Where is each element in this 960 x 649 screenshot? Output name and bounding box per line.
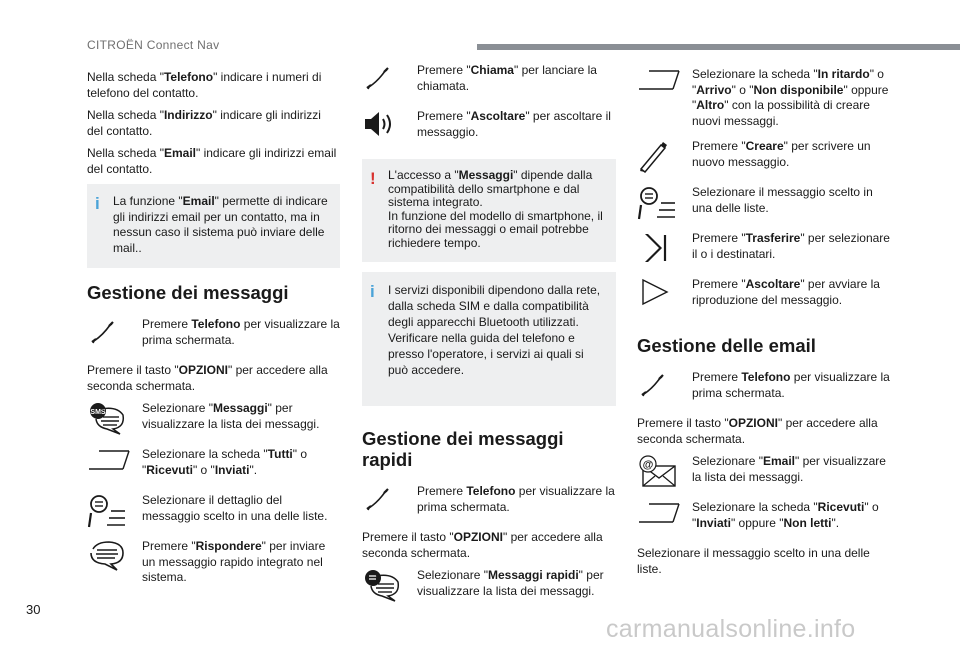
header-bar [477,44,960,50]
step-telefono: Premere Telefono per visualizzare la prima schermata. [87,317,340,353]
paragraph-seleziona-email: Selezionare il messaggio scelto in una delle liste. [637,546,870,576]
step-dettaglio: Selezionare il dettaglio del messaggio scelto in una delle liste. [87,493,340,529]
step-ascoltare: Premere "Ascoltare" per ascoltare il messaggio. [362,109,616,145]
pencil-icon [637,139,669,173]
step-schede: Selezionare la scheda "Tutti" o "Ricevuti" o "Inviati". [87,447,340,483]
paragraph-opzioni-email: Premere il tasto "OPZIONI" per accedere alla seconda schermata. [637,416,878,446]
column-3 [637,67,891,584]
info-icon: i [95,194,100,213]
step-schede-email: Selezionare la scheda "Ricevuti" o "Inviati" oppure "Non letti". [637,500,891,536]
column-2 [362,63,616,614]
column-1 [87,70,340,596]
phone-handset-icon [362,484,392,514]
header-title: CITROËN Connect Nav [87,38,220,52]
detail-list-icon [637,185,677,223]
sms-message-icon [87,401,127,435]
step-seleziona-messaggio: Selezionare il messaggio scelto in una delle liste. [637,185,891,221]
phone-handset-icon [637,370,667,400]
detail-list-icon [87,493,127,531]
forward-arrow-icon [637,231,671,265]
phone-handset-icon [362,63,392,93]
quick-message-icon [362,568,402,602]
paragraph-opzioni: Premere il tasto "OPZIONI" per accedere alla seconda schermata. [87,363,328,393]
warning-icon: ! [370,169,376,188]
step-trasferire: Premere "Trasferire" per selezionare il o i destinatari. [637,231,891,267]
tab-bar-icon [637,67,681,91]
watermark: carmanualsonline.info [606,615,856,643]
info-note-email: i La funzione "Email" permette di indicare gli indirizzi email per un contatto, ma in nessun caso il sistema può inviare delle mail.. [87,184,340,268]
section-title-messaggi-rapidi: Gestione dei messaggi rapidi [362,428,564,470]
page-number: 30 [26,602,41,617]
step-rispondere: Premere "Rispondere" per inviare un messaggio rapido integrato nel sistema. [87,539,340,586]
step-chiama: Premere "Chiama" per lanciare la chiamata. [362,63,616,99]
paragraph-telefono-tab: Nella scheda "Telefono" indicare i numeri di telefono del contatto. [87,70,322,100]
info-icon: i [370,282,375,301]
section-title-gestione-messaggi: Gestione dei messaggi [87,282,289,303]
section-title-gestione-email: Gestione delle email [637,335,816,356]
step-messaggi-rapidi: Selezionare "Messaggi rapidi" per visualizzare la lista dei messaggi. [362,568,616,604]
step-email: @ Selezionare "Email" per visualizzare la lista dei messaggi. [637,454,891,490]
step-telefono-rapidi: Premere Telefono per visualizzare la prima schermata. [362,484,616,520]
quick-reply-icon [87,539,127,573]
play-icon [637,277,671,307]
paragraph-opzioni-rapidi: Premere il tasto "OPZIONI" per accedere alla seconda schermata. [362,530,603,560]
email-badge-text: @ [642,459,654,471]
paragraph-email-tab: Nella scheda "Email" indicare gli indirizzi email del contatto. [87,146,337,176]
tab-bar-icon [637,500,681,524]
step-messaggi: SMS Selezionare "Messaggi" per visualizzare la lista dei messaggi. [87,401,340,437]
speaker-icon [362,109,396,139]
step-ascoltare-riproduzione: Premere "Ascoltare" per avviare la riproduzione del messaggio. [637,277,891,313]
paragraph-indirizzo-tab: Nella scheda "Indirizzo" indicare gli indirizzi del contatto. [87,108,321,138]
step-creare: Premere "Creare" per scrivere un nuovo messaggio. [637,139,891,175]
info-note-servizi: i I servizi disponibili dipendono dalla rete, dalla scheda SIM e dalla compatibilità degli apparecchi Bluetooth utilizzati. Verificare nella guida del telefono e presso l'operatore, i servizi ai quali si può accedere. [362,272,616,406]
email-envelope-icon [637,454,677,488]
sms-badge-text: SMS [90,409,106,416]
step-schede-rapidi: Selezionare la scheda "In ritardo" o "Arrivo" o "Non disponibile" oppure "Altro" con la possibilità di creare nuovi messaggi. [637,67,891,129]
phone-handset-icon [87,317,117,347]
step-telefono-email: Premere Telefono per visualizzare la prima schermata. [637,370,891,406]
warning-note-messaggi: ! L'accesso a "Messaggi" dipende dalla compatibilità dello smartphone e dal sistema integrato. In funzione del modello di smartphone, il ritorno dei messaggi o email potrebbe richiedere tempo. [362,159,616,262]
tab-bar-icon [87,447,131,471]
